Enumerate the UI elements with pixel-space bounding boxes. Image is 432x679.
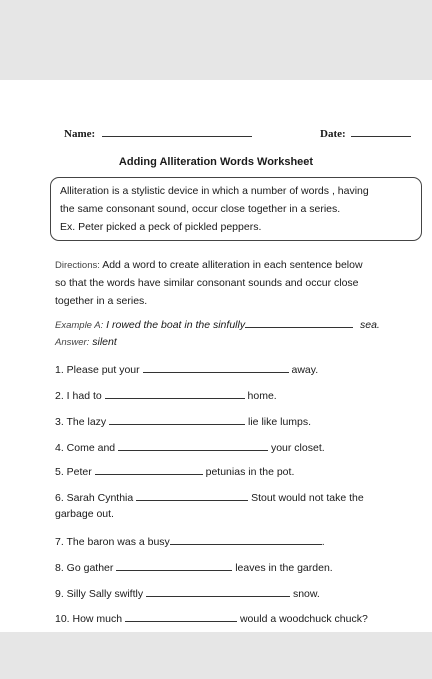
question-6 [55, 490, 364, 504]
question-8 [55, 560, 333, 574]
question-text: 3. The lazy [55, 416, 107, 428]
question-text: . [321, 536, 325, 548]
answer-blank-7[interactable] [170, 534, 322, 545]
name-label: Name: [64, 128, 96, 140]
question-10 [55, 611, 368, 625]
answer-blank-3[interactable] [109, 414, 245, 425]
directions-line-3: together in a series. [55, 295, 148, 307]
question-text: 8. Go gather [55, 562, 114, 574]
directions-label: Directions: [55, 260, 100, 271]
question-text: 7. The baron was a busy [55, 536, 170, 548]
directions-line-2: so that the words have similar consonant sounds and occur close [55, 277, 359, 289]
question-text: away. [291, 364, 319, 376]
answer-blank-6[interactable] [136, 490, 248, 501]
question-3 [55, 414, 311, 428]
answer-blank-8[interactable] [116, 560, 232, 571]
answer-line [55, 333, 117, 352]
question-text: 5. Peter [55, 466, 92, 478]
question-5 [55, 464, 294, 478]
example-end: sea. [360, 319, 380, 331]
definition-line-2: the same consonant sound, occur close together in a series. [60, 203, 341, 215]
answer-blank-2[interactable] [105, 388, 245, 399]
directions-line-1 [55, 256, 363, 275]
question-text: 9. Silly Sally swiftly [55, 588, 144, 600]
question-text: lie like lumps. [248, 416, 312, 428]
question-text: 10. How much [55, 613, 123, 625]
question-text: would a woodchuck chuck? [239, 613, 368, 625]
question-9 [55, 586, 320, 600]
question-text: snow. [292, 588, 320, 600]
name-blank[interactable] [102, 126, 252, 137]
worksheet-page [0, 80, 432, 632]
question-7 [55, 534, 325, 548]
question-text: Stout would not take the [251, 492, 364, 504]
question-text: 1. Please put your [55, 364, 140, 376]
definition-line-1: Alliteration is a stylistic device in which a number of words , having [60, 185, 369, 197]
answer-label: Answer: [55, 337, 90, 348]
answer-blank-9[interactable] [146, 586, 290, 597]
answer-blank-4[interactable] [118, 440, 268, 451]
definition-box [50, 177, 422, 241]
question-6-continued: garbage out. [55, 508, 114, 520]
question-text: your closet. [270, 442, 325, 454]
question-4 [55, 440, 325, 454]
question-text: 4. Come and [55, 442, 116, 454]
question-1 [55, 362, 318, 376]
answer-blank-10[interactable] [125, 611, 237, 622]
question-text: 2. I had to [55, 390, 102, 402]
question-text: 6. Sarah Cynthia [55, 492, 134, 504]
answer-value: silent [92, 336, 117, 348]
worksheet-title: Adding Alliteration Words Worksheet [118, 156, 314, 168]
answer-blank-1[interactable] [143, 362, 289, 373]
date-label: Date: [320, 128, 346, 140]
directions-text-1: Add a word to create alliteration in each sentence below [102, 259, 363, 271]
question-text: leaves in the garden. [235, 562, 333, 574]
definition-line-3: Ex. Peter picked a peck of pickled peppers. [60, 221, 262, 233]
date-row [320, 126, 411, 140]
top-margin [0, 0, 432, 80]
example-blank [245, 317, 353, 328]
example-sentence: I rowed the boat in the sinfully [106, 319, 246, 331]
question-text: petunias in the pot. [205, 466, 295, 478]
bottom-margin [0, 632, 432, 679]
name-row [64, 126, 252, 140]
answer-blank-5[interactable] [95, 464, 203, 475]
question-text: home. [247, 390, 277, 402]
example-label: Example A: [55, 320, 104, 331]
date-blank[interactable] [351, 126, 411, 137]
question-2 [55, 388, 277, 402]
